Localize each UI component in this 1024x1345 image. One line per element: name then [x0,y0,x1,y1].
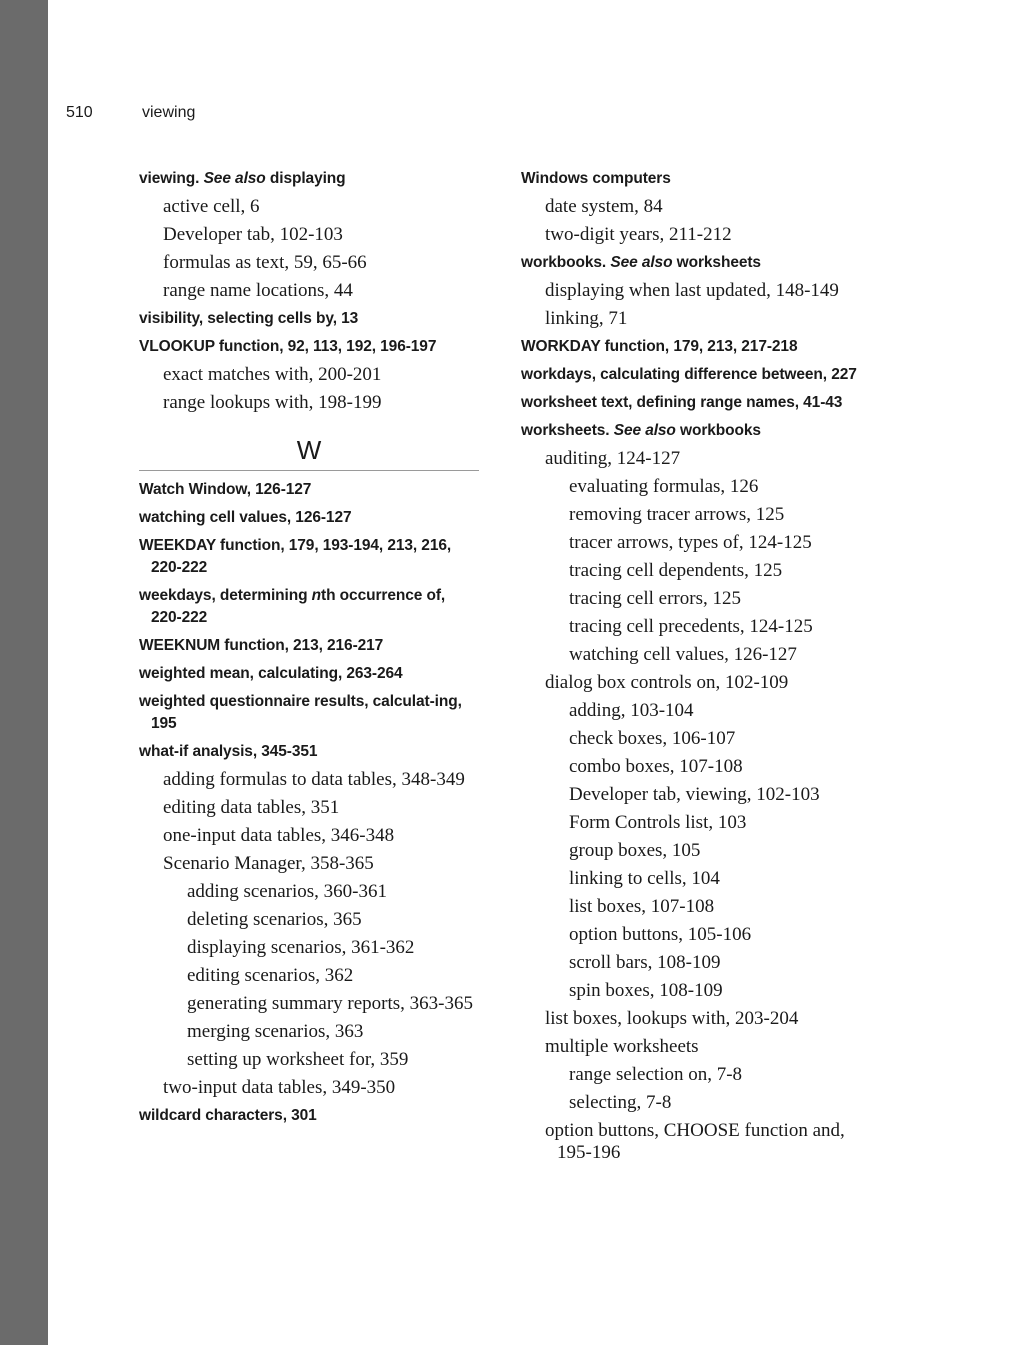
index-entry-text: WEEKNUM function, 213, 216-217 [139,637,384,654]
index-entry-text: watching cell values, 126-127 [139,509,352,526]
index-entry-text: viewing. [139,170,204,187]
index-entries-w-continued [521,165,866,1167]
index-sub-subentry [569,501,866,529]
index-sub-subentry [569,473,866,501]
index-subentry [163,249,479,277]
index-sub-subentry [569,781,866,809]
index-sub-subentry [569,921,866,949]
index-entry-text: linking, 71 [545,308,628,329]
index-entry-text: worksheets [672,254,761,271]
index-entry-text: check boxes, 106-107 [569,728,736,749]
index-subentry [545,193,866,221]
index-entry-text: date system, 84 [545,196,663,217]
index-sub-subentry [569,613,866,641]
index-subentry [163,850,479,878]
index-main-entry [521,417,866,445]
index-main-entry [521,165,866,193]
index-entry-text: Windows computers [521,170,671,187]
index-entry-text: adding scenarios, 360-361 [187,881,387,902]
index-sub-subentry [569,753,866,781]
index-entry-text: VLOOKUP function, 92, 113, 192, 196-197 [139,338,437,355]
index-entry-italic-text: See also [610,254,673,271]
index-entry-text: selecting, 7-8 [569,1092,672,1113]
index-sub-subentry [569,837,866,865]
index-subentry [163,277,479,305]
index-entry-text: visibility, selecting cells by, 13 [139,310,359,327]
index-sub-subentry [187,1018,479,1046]
index-entry-text: linking to cells, 104 [569,868,720,889]
index-entry-text: displaying [265,170,346,187]
index-sub-subentry [569,949,866,977]
index-entry-italic-text: See also [613,422,676,439]
index-main-entry [521,249,866,277]
index-entry-text: setting up worksheet for, 359 [187,1049,409,1070]
index-sub-subentry [187,990,479,1018]
index-subentry [545,1033,866,1061]
index-entry-text: displaying when last updated, 148-149 [545,280,839,301]
index-sub-subentry [187,906,479,934]
index-entry-text: what-if analysis, 345-351 [139,743,318,760]
index-entry-text: two-input data tables, 349-350 [163,1077,396,1098]
running-head-term: viewing [142,104,196,121]
index-main-entry [139,632,479,660]
index-sub-subentry [569,809,866,837]
index-entry-text: th occurrence of, 220-222 [151,587,446,626]
index-sub-subentry [187,934,479,962]
index-sub-subentry [569,865,866,893]
index-main-entry [139,738,479,766]
index-main-entry [139,305,479,333]
index-entry-text: multiple worksheets [545,1036,699,1057]
index-sub-subentry [187,962,479,990]
index-sub-subentry [569,557,866,585]
index-subentry [163,822,479,850]
index-main-entry [139,476,479,504]
index-entry-text: Developer tab, viewing, 102-103 [569,784,820,805]
index-subentry [545,669,866,697]
index-sub-subentry [569,641,866,669]
index-subentry [163,766,479,794]
index-entry-text: WEEKDAY function, 179, 193-194, 213, 216, 220-222 [139,537,452,576]
index-entry-italic-text: n [311,587,322,604]
index-main-entry [139,688,479,738]
index-sub-subentry [569,529,866,557]
index-entry-text: weekdays, determining [139,587,312,604]
index-entry-text: watching cell values, 126-127 [569,644,797,665]
index-main-entry [139,333,479,361]
index-sub-subentry [187,1046,479,1074]
index-entry-text: list boxes, lookups with, 203-204 [545,1008,799,1029]
index-entry-text: tracing cell dependents, 125 [569,560,783,581]
index-entries-w [139,476,479,1130]
index-entry-text: group boxes, 105 [569,840,701,861]
index-entry-text: Developer tab, 102-103 [163,224,343,245]
index-entry-text: deleting scenarios, 365 [187,909,362,930]
index-entry-text: workdays, calculating difference between, 227 [521,366,857,383]
index-entry-text: option buttons, CHOOSE function and, 195-196 [545,1120,845,1163]
index-sub-subentry [569,1061,866,1089]
index-subentry [545,1005,866,1033]
index-entry-text: tracing cell errors, 125 [569,588,741,609]
page-edge-bar [0,0,48,1345]
index-entry-text: tracing cell precedents, 124-125 [569,616,813,637]
index-entry-text: editing scenarios, 362 [187,965,354,986]
index-entry-text: list boxes, 107-108 [569,896,715,917]
index-main-entry [521,389,866,417]
index-entry-italic-text: See also [203,170,266,187]
running-head [66,104,195,122]
index-entry-text: spin boxes, 108-109 [569,980,723,1001]
index-main-entry [139,504,479,532]
index-entries-v [139,165,479,417]
index-entry-text: range name locations, 44 [163,280,353,301]
index-entry-text: scroll bars, 108-109 [569,952,721,973]
index-entry-text: exact matches with, 200-201 [163,364,382,385]
index-entry-text: Scenario Manager, 358-365 [163,853,374,874]
index-entry-text: Watch Window, 126-127 [139,481,312,498]
index-entry-text: removing tracer arrows, 125 [569,504,785,525]
index-entry-text: option buttons, 105-106 [569,924,752,945]
index-entry-text: range lookups with, 198-199 [163,392,382,413]
index-main-entry [521,333,866,361]
index-entry-text: active cell, 6 [163,196,260,217]
index-entry-text: workbooks [675,422,761,439]
index-entry-text: range selection on, 7-8 [569,1064,743,1085]
index-entry-text: combo boxes, 107-108 [569,756,743,777]
index-sub-subentry [569,697,866,725]
index-entry-text: worksheet text, defining range names, 41-43 [521,394,843,411]
index-sub-subentry [569,585,866,613]
index-subentry [545,305,866,333]
index-sub-subentry [569,725,866,753]
index-subentry [163,389,479,417]
index-column-right [521,165,866,1167]
index-subentry [163,794,479,822]
index-sub-subentry [187,878,479,906]
index-main-entry [139,1102,479,1130]
index-subentry [545,221,866,249]
index-subentry [545,445,866,473]
index-entry-text: worksheets. [521,422,614,439]
section-letter-heading: W [139,435,479,471]
index-entry-text: weighted questionnaire results, calculat-ing, 195 [139,693,462,732]
index-entry-text: formulas as text, 59, 65-66 [163,252,367,273]
index-main-entry [139,582,479,632]
index-subentry [545,1117,866,1167]
index-entry-text: merging scenarios, 363 [187,1021,364,1042]
index-column-left [139,165,479,1130]
index-subentry [163,193,479,221]
index-entry-text: weighted mean, calculating, 263-264 [139,665,403,682]
index-entry-text: wildcard characters, 301 [139,1107,317,1124]
index-subentry [163,1074,479,1102]
index-sub-subentry [569,977,866,1005]
index-entry-text: two-digit years, 211-212 [545,224,732,245]
index-entry-text: adding, 103-104 [569,700,694,721]
index-main-entry [139,532,479,582]
index-entry-text: one-input data tables, 346-348 [163,825,395,846]
index-subentry [163,221,479,249]
index-entry-text: Form Controls list, 103 [569,812,747,833]
index-main-entry [521,361,866,389]
index-entry-text: dialog box controls on, 102-109 [545,672,789,693]
index-entry-text: evaluating formulas, 126 [569,476,759,497]
index-subentry [545,277,866,305]
page-number: 510 [66,104,93,121]
index-sub-subentry [569,893,866,921]
index-entry-text: adding formulas to data tables, 348-349 [163,769,465,790]
index-entry-text: tracer arrows, types of, 124-125 [569,532,812,553]
index-main-entry [139,165,479,193]
index-entry-text: WORKDAY function, 179, 213, 217-218 [521,338,798,355]
index-subentry [163,361,479,389]
index-entry-text: generating summary reports, 363-365 [187,993,473,1014]
index-entry-text: displaying scenarios, 361-362 [187,937,415,958]
index-entry-text: auditing, 124-127 [545,448,681,469]
index-entry-text: workbooks. [521,254,611,271]
index-main-entry [139,660,479,688]
index-entry-text: editing data tables, 351 [163,797,340,818]
index-sub-subentry [569,1089,866,1117]
